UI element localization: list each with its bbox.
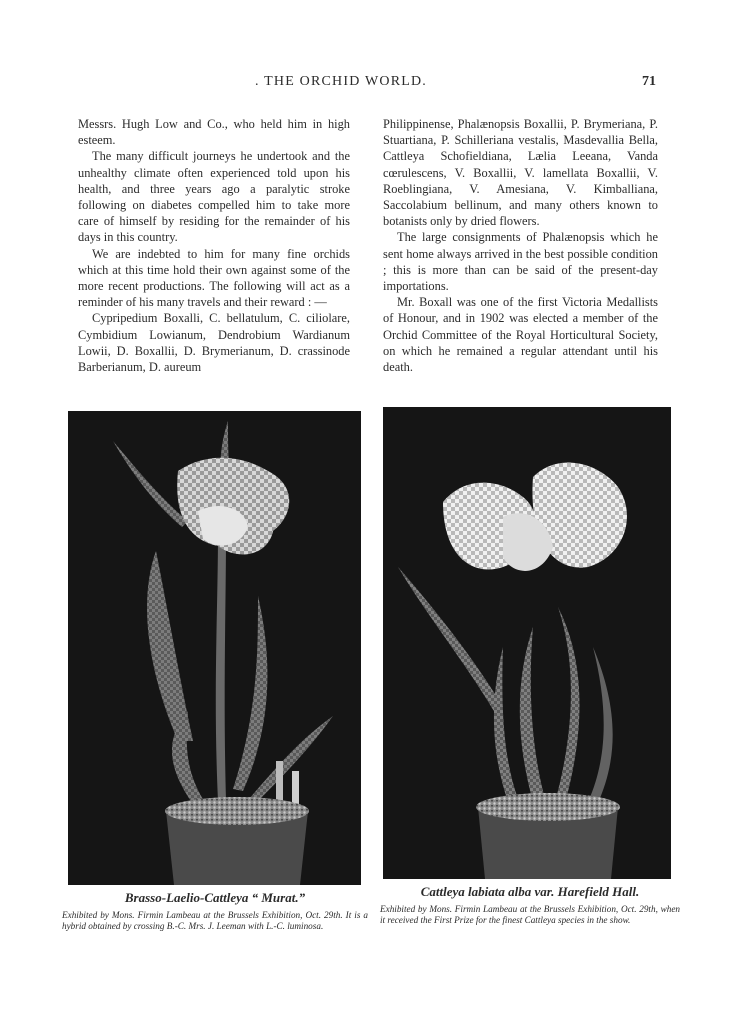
figure-caption	[380, 884, 680, 926]
figure-caption	[62, 890, 368, 932]
paragraph: We are indebted to him for many fine orchids which at this time hold their own against some of the more recent productions. The following will act as a reminder of his many travels and their reward : —	[78, 246, 350, 310]
page-header	[0, 74, 750, 94]
figure-caption-text: Exhibited by Mons. Firmin Lambeau at the Brussels Exhibition, Oct. 29th. It is a hybrid obtained by crossing B.-C. Mrs. J. Leeman with L.-C. luminosa.	[62, 910, 368, 931]
running-title: . THE ORCHID WORLD.	[255, 74, 428, 89]
orchid-photo-murat	[68, 411, 361, 885]
paragraph: Messrs. Hugh Low and Co., who held him in high esteem.	[78, 117, 350, 148]
paragraph: Philippinense, Phalænopsis Boxallii, P. Brymeriana, P. Stuartiana, P. Schilleriana vestalis, Masdevallia Bella, Cattleya Schofieldiana, Lælia Leeana, Vanda cœrulescens, V. Boxallii, V. lamellata Boxallii, V. Roeblingiana, V. Amesiana, V. Kimballiana, Saccolabium bellinum, and many others known to botanists only by dried flowers.	[383, 117, 658, 229]
figure-caption-text: Exhibited by Mons. Firmin Lambeau at the Brussels Exhibition, Oct. 29th, when it received the First Prize for the finest Cattleya species in the show.	[380, 904, 680, 925]
right-text-column	[383, 116, 658, 375]
figure-title: Brasso-Laelio-Cattleya “ Murat.”	[124, 890, 306, 905]
left-text-column	[78, 116, 350, 375]
paragraph: The large consignments of Phalænopsis which he sent home always arrived in the best possible condition ; this is more than can be said of the present-day importations.	[383, 230, 658, 294]
page-number: 71	[642, 74, 656, 89]
paragraph: Mr. Boxall was one of the first Victoria Medallists of Honour, and in 1902 was elected a member of the Orchid Committee of the Royal Horticultural Society, on which he remained a regular attendant until his death.	[383, 295, 658, 375]
paragraph: Cypripedium Boxalli, C. bellatulum, C. ciliolare, Cymbidium Lowianum, Dendrobium Wardianum Lowii, D. Boxallii, D. Brymerianum, D. crassinode Barberianum, D. aureum	[78, 311, 350, 375]
paragraph: The many difficult journeys he undertook and the unhealthy climate often experienced told upon his health, and three years ago a paralytic stroke following on diabetes compelled him to take more care of himself by residing for the remainder of his days in this country.	[78, 149, 350, 245]
figure-title: Cattleya labiata alba var. Harefield Hall.	[420, 884, 640, 899]
orchid-photo-cattleya	[383, 407, 671, 879]
